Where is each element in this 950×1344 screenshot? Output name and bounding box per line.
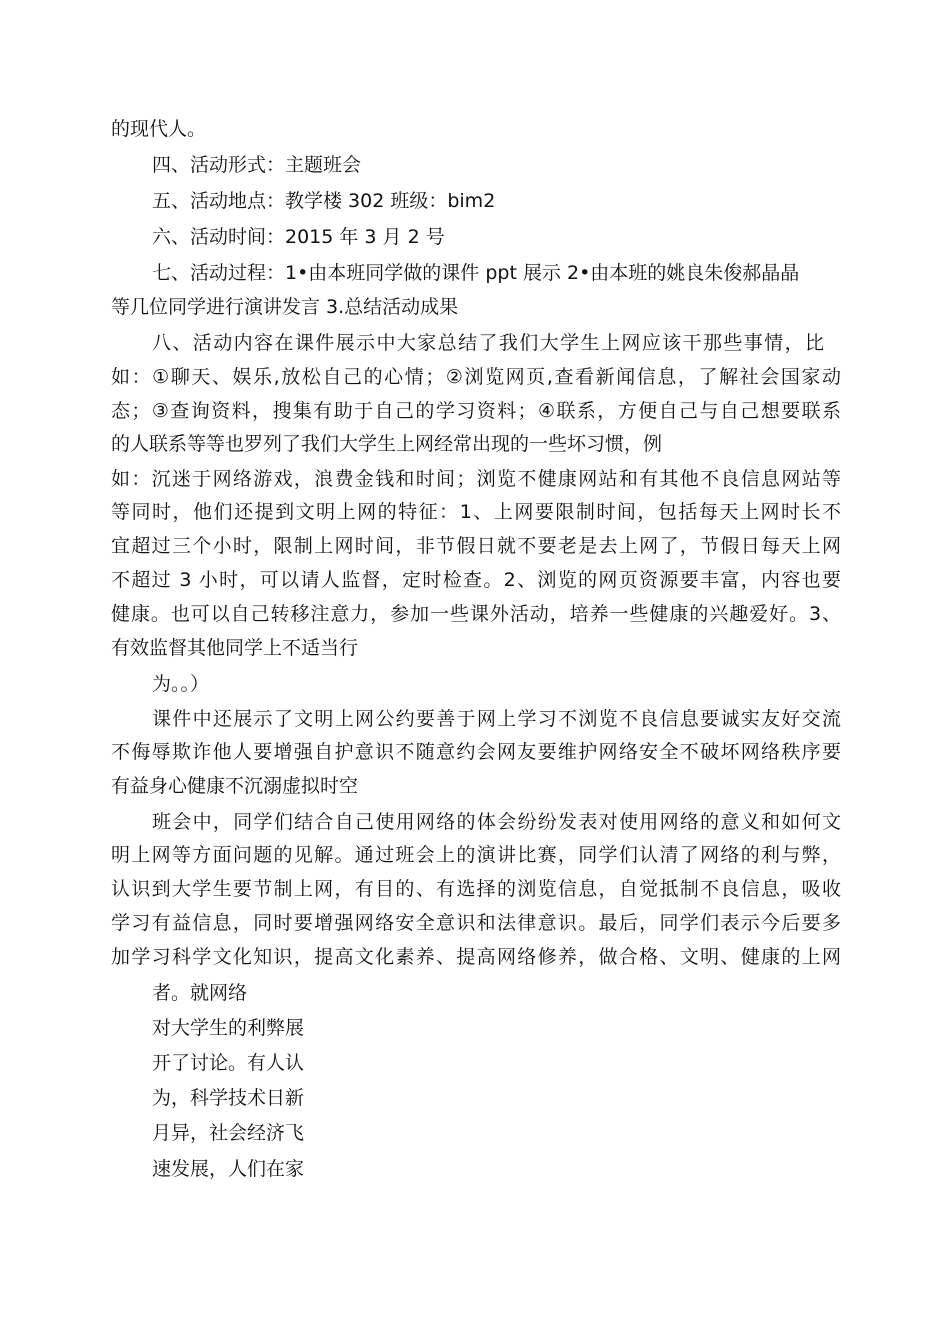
text-line: 七、活动过程：1•由本班同学做的课件 ppt 展示 2•由本班的姚良朱俊郝晶晶 xyxy=(152,262,800,284)
text-line: 宜超过三个小时，限制上网时间，非节假日就不要老是去上网了，节假日每天上网 xyxy=(111,535,841,557)
text-line: 态；③查询资料，搜集有助于自己的学习资料；④联系，方便自己与自己想要联系 xyxy=(111,400,841,422)
text-line: 月异，社会经济飞 xyxy=(152,1122,305,1144)
text-line: 等同时，他们还提到文明上网的特征：1、上网要限制时间，包括每天上网时长不 xyxy=(111,501,841,523)
text-line: 六、活动时间：2015 年 3 月 2 号 xyxy=(152,226,445,248)
text-line: 有益身心健康不沉溺虚拟时空 xyxy=(111,775,359,797)
text-line: 如：①聊天、娱乐,放松自己的心情；②浏览网页,查看新闻信息，了解社会国家动 xyxy=(111,366,841,388)
text-line: 开了讨论。有人认 xyxy=(152,1052,305,1074)
text-line: 学习有益信息，同时要增强网络安全意识和法律意识。最后，同学们表示今后要多 xyxy=(111,912,841,934)
text-line: 等几位同学进行演讲发言 3.总结活动成果 xyxy=(111,296,459,318)
text-line: 为，科学技术日新 xyxy=(152,1087,305,1109)
text-line: 五、活动地点：教学楼 302 班级：bim2 xyxy=(152,190,496,212)
text-line: 的现代人。 xyxy=(111,118,207,140)
text-line: 对大学生的利弊展 xyxy=(152,1017,305,1039)
text-line: 速发展，人们在家 xyxy=(152,1158,305,1180)
text-line: 认识到大学生要节制上网，有目的、有选择的浏览信息，自觉抵制不良信息，吸收 xyxy=(111,878,841,900)
text-line: 明上网等方面问题的见解。通过班会上的演讲比赛，同学们认清了网络的利与弊， xyxy=(111,844,841,866)
text-line: 的人联系等等也罗列了我们大学生上网经常出现的一些坏习惯，例 xyxy=(111,433,663,455)
text-line: 加学习科学文化知识，提高文化素养、提高网络修养，做合格、文明、健康的上网 xyxy=(111,946,841,968)
text-line: 不侮辱欺诈他人要增强自护意识不随意约会网友要维护网络安全不破坏网络秩序要 xyxy=(111,741,841,763)
text-line: 四、活动形式：主题班会 xyxy=(152,154,362,176)
text-line: 为。。） xyxy=(152,673,210,695)
text-line: 不超过 3 小时，可以请人监督，定时检查。2、浏览的网页资源要丰富，内容也要 xyxy=(111,569,841,591)
text-line: 有效监督其他同学上不适当行 xyxy=(111,637,359,659)
text-line: 如：沉迷于网络游戏，浪费金钱和时间；浏览不健康网站和有其他不良信息网站等 xyxy=(111,468,841,490)
text-line: 八、活动内容在课件展示中大家总结了我们大学生上网应该干那些事情，比 xyxy=(152,332,824,354)
text-line: 班会中，同学们结合自己使用网络的体会纷纷发表对使用网络的意义和如何文 xyxy=(152,811,841,833)
text-line: 健康。也可以自己转移注意力，参加一些课外活动，培养一些健康的兴趣爱好。3、 xyxy=(111,603,841,625)
text-line: 者。就网络 xyxy=(152,982,248,1004)
text-line: 课件中还展示了文明上网公约要善于网上学习不浏览不良信息要诚实友好交流 xyxy=(152,708,841,730)
